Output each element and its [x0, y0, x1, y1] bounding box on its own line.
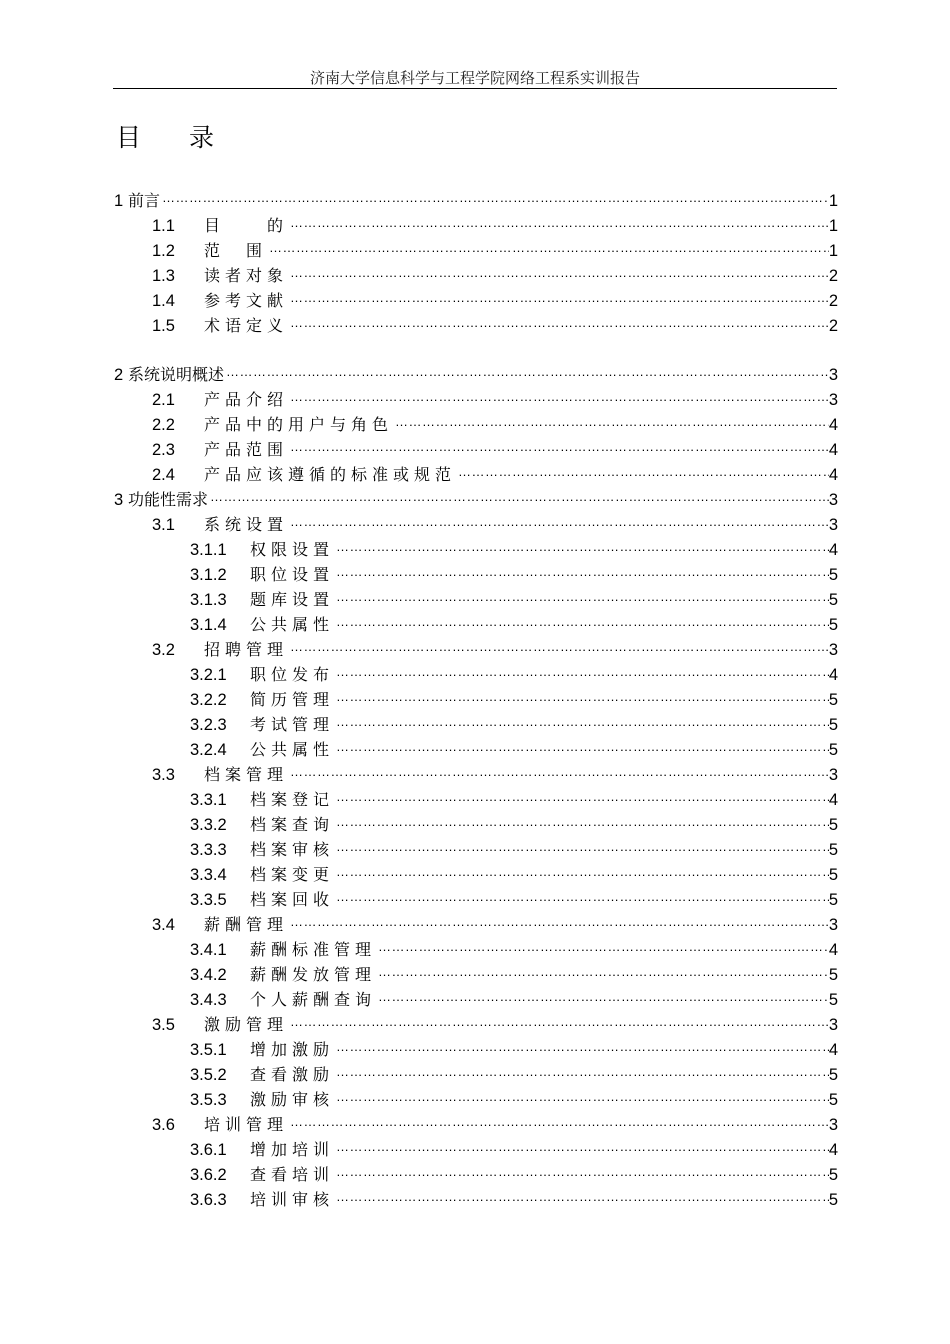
toc-entry-title: 激励审核: [250, 1090, 335, 1109]
toc-leader-dots: [160, 187, 829, 209]
toc-entry-title: 增加激励: [250, 1040, 335, 1059]
toc-leader-dots: [334, 1186, 829, 1208]
toc-entry[interactable]: [152, 462, 838, 486]
toc-entry[interactable]: [190, 1037, 838, 1061]
toc-entry-title: 档案管理: [204, 765, 289, 784]
toc-entry-number: 2.1: [152, 391, 175, 409]
toc-leader-dots: [376, 986, 829, 1008]
toc-entry[interactable]: [190, 687, 838, 711]
toc-entry[interactable]: [152, 412, 838, 436]
toc-entry-title: 薪酬标准管理: [250, 940, 377, 959]
toc-entry-title: 薪酬发放管理: [250, 965, 377, 984]
toc-entry-title: 培训管理: [204, 1115, 289, 1134]
toc-entry[interactable]: [114, 362, 838, 386]
toc-leader-dots: [208, 486, 829, 508]
toc-entry-number: 3.5.2: [190, 1066, 227, 1084]
toc-page-number: 5: [828, 741, 838, 759]
toc-page-number: 5: [828, 841, 838, 859]
toc-entry[interactable]: [190, 662, 838, 686]
toc-leader-dots: [334, 861, 829, 883]
toc-entry-title: 读者对象: [204, 266, 289, 285]
toc-leader-dots: [288, 386, 829, 408]
toc-entry-number: 3.2.2: [190, 691, 227, 709]
toc-page-number: 5: [828, 816, 838, 834]
toc-entry-number: 2: [114, 366, 124, 384]
toc-entry[interactable]: [190, 837, 838, 861]
toc-entry-title: 功能性需求: [128, 490, 209, 509]
toc-entry-title: 职位设置: [250, 565, 335, 584]
toc-entry-number: 3: [114, 491, 124, 509]
toc-page-number: 3: [828, 366, 838, 384]
toc-leader-dots: [288, 636, 829, 658]
toc-entry[interactable]: [152, 512, 838, 536]
toc-entry-number: 3.6.2: [190, 1166, 227, 1184]
toc-entry-title: 系统设置: [204, 515, 289, 534]
toc-entry[interactable]: [152, 263, 838, 287]
toc-leader-dots: [288, 911, 829, 933]
toc-entry-number: 3.3.1: [190, 791, 227, 809]
toc-page-number: 5: [828, 891, 838, 909]
toc-leader-dots: [393, 411, 829, 433]
page-title: 目 录: [116, 123, 234, 152]
toc-leader-dots: [288, 287, 829, 309]
toc-entry[interactable]: [190, 962, 838, 986]
toc-entry-title: 产品范围: [204, 440, 289, 459]
toc-entry[interactable]: [190, 1137, 838, 1161]
toc-entry-title: 招聘管理: [204, 640, 289, 659]
toc-entry-number: 3.4.1: [190, 941, 227, 959]
toc-entry-title: 前言: [128, 191, 161, 210]
toc-entry[interactable]: [152, 637, 838, 661]
toc-entry[interactable]: [190, 712, 838, 736]
toc-entry-title: 权限设置: [250, 540, 335, 559]
toc-entry-number: 3.6.1: [190, 1141, 227, 1159]
toc-entry-number: 2.2: [152, 416, 175, 434]
toc-entry[interactable]: [152, 1012, 838, 1036]
toc-leader-dots: [334, 711, 829, 733]
toc-entry-title: 公共属性: [250, 740, 335, 759]
toc-leader-dots: [288, 312, 829, 334]
toc-page-number: 3: [828, 516, 838, 534]
toc-entry[interactable]: [190, 1087, 838, 1111]
toc-entry[interactable]: [114, 487, 838, 511]
toc-entry-number: 1.3: [152, 267, 175, 285]
toc-entry-title: 档案登记: [250, 790, 335, 809]
toc-entry-title: 考试管理: [250, 715, 335, 734]
toc-entry-title: 产品介绍: [204, 390, 289, 409]
toc-entry-number: 3.3.2: [190, 816, 227, 834]
toc-entry-number: 1.5: [152, 317, 175, 335]
toc-entry[interactable]: [190, 812, 838, 836]
toc-page-number: 4: [828, 441, 838, 459]
toc-page-number: 5: [828, 991, 838, 1009]
toc-entry-number: 3.6.3: [190, 1191, 227, 1209]
toc-leader-dots: [334, 811, 829, 833]
toc-page-number: 5: [828, 1066, 838, 1084]
toc-page-number: 5: [828, 566, 838, 584]
toc-entry-number: 2.4: [152, 466, 175, 484]
toc-entry-title: 个人薪酬查询: [250, 990, 377, 1009]
toc-entry-title: 产品应该遵循的标准或规范: [204, 465, 457, 484]
toc-leader-dots: [267, 237, 829, 259]
toc-page-number: 4: [828, 466, 838, 484]
toc-page-number: 4: [828, 666, 838, 684]
toc-page-number: 4: [828, 791, 838, 809]
toc-entry[interactable]: [190, 1062, 838, 1086]
toc-entry-number: 3.2.3: [190, 716, 227, 734]
toc-leader-dots: [334, 586, 829, 608]
toc-entry-number: 1: [114, 192, 124, 210]
toc-leader-dots: [224, 361, 829, 383]
toc-leader-dots: [334, 1061, 829, 1083]
toc-entry[interactable]: [152, 912, 838, 936]
toc-leader-dots: [334, 661, 829, 683]
toc-leader-dots: [334, 536, 829, 558]
toc-entry[interactable]: [190, 937, 838, 961]
toc-page-number: 3: [828, 766, 838, 784]
toc-entry[interactable]: [190, 737, 838, 761]
toc-leader-dots: [376, 961, 829, 983]
toc-page-number: 2: [828, 267, 838, 285]
toc-entry-title: 查看激励: [250, 1065, 335, 1084]
toc-entry-title: 公共属性: [250, 615, 335, 634]
toc-leader-dots: [334, 686, 829, 708]
toc-entry-number: 1.4: [152, 292, 175, 310]
toc-entry-title: 术语定义: [204, 316, 289, 335]
toc-entry[interactable]: [152, 437, 838, 461]
toc-page-number: 5: [828, 716, 838, 734]
toc-leader-dots: [456, 461, 829, 483]
toc-entry-number: 3.6: [152, 1116, 175, 1134]
toc-page-number: 5: [828, 616, 838, 634]
toc-leader-dots: [288, 761, 829, 783]
toc-entry-number: 3.1.4: [190, 616, 227, 634]
toc-leader-dots: [288, 1111, 829, 1133]
toc-leader-dots: [288, 436, 829, 458]
toc-page-number: 3: [828, 491, 838, 509]
toc-entry-title: 产品中的用户与角色: [204, 415, 394, 434]
toc-entry[interactable]: [190, 537, 838, 561]
toc-entry-number: 3.5: [152, 1016, 175, 1034]
toc-entry-title: 激励管理: [204, 1015, 289, 1034]
toc-page-number: 5: [828, 966, 838, 984]
toc-entry-number: 3.2: [152, 641, 175, 659]
toc-entry-number: 3.3.5: [190, 891, 227, 909]
toc-page-number: 5: [828, 1091, 838, 1109]
toc-entry-number: 3.2.1: [190, 666, 227, 684]
toc-leader-dots: [334, 886, 829, 908]
toc-entry-title: 档案回收: [250, 890, 335, 909]
toc-entry-title: 培训审核: [250, 1190, 335, 1209]
toc-entry-number: 3.3.3: [190, 841, 227, 859]
toc-leader-dots: [334, 736, 829, 758]
toc-page-number: 4: [828, 1141, 838, 1159]
toc-page-number: 5: [828, 1191, 838, 1209]
toc-entry-title: 档案查询: [250, 815, 335, 834]
toc-entry[interactable]: [190, 887, 838, 911]
toc-entry[interactable]: [190, 1187, 838, 1211]
toc-entry-number: 3.4.2: [190, 966, 227, 984]
toc-entry[interactable]: [152, 288, 838, 312]
toc-entry-title: 目 的: [204, 216, 289, 235]
toc-entry-number: 1.1: [152, 217, 175, 235]
toc-leader-dots: [288, 262, 829, 284]
toc-entry-number: 3.4.3: [190, 991, 227, 1009]
toc-page-number: 5: [828, 1166, 838, 1184]
toc-page-number: 2: [828, 317, 838, 335]
toc-page-number: 5: [828, 691, 838, 709]
toc-entry-number: 3.5.3: [190, 1091, 227, 1109]
toc-leader-dots: [334, 1136, 829, 1158]
toc-entry-number: 1.2: [152, 242, 175, 260]
toc-leader-dots: [376, 936, 829, 958]
toc-page-number: 1: [828, 192, 838, 210]
toc-page-number: 3: [828, 641, 838, 659]
toc-entry[interactable]: [152, 238, 838, 262]
toc-leader-dots: [334, 836, 829, 858]
toc-entry[interactable]: [152, 313, 838, 337]
toc-leader-dots: [334, 1086, 829, 1108]
toc-leader-dots: [334, 561, 829, 583]
toc-entry[interactable]: [152, 213, 838, 237]
toc-entry-number: 3.3: [152, 766, 175, 784]
toc-entry-number: 3.3.4: [190, 866, 227, 884]
toc-leader-dots: [288, 1011, 829, 1033]
toc-entry-title: 范 围: [204, 241, 268, 260]
toc-entry-title: 简历管理: [250, 690, 335, 709]
toc-entry[interactable]: [190, 587, 838, 611]
toc-leader-dots: [288, 511, 829, 533]
toc-entry-number: 3.2.4: [190, 741, 227, 759]
toc-entry-title: 薪酬管理: [204, 915, 289, 934]
toc-entry-title: 参考文献: [204, 291, 289, 310]
toc-page-number: 4: [828, 541, 838, 559]
toc-entry[interactable]: [190, 862, 838, 886]
toc-page-number: 4: [828, 416, 838, 434]
toc-entry[interactable]: [114, 188, 838, 212]
toc-page-number: 3: [828, 916, 838, 934]
toc-entry[interactable]: [152, 387, 838, 411]
toc-entry-number: 2.3: [152, 441, 175, 459]
toc-page-number: 4: [828, 941, 838, 959]
toc-entry-title: 职位发布: [250, 665, 335, 684]
toc-leader-dots: [334, 1036, 829, 1058]
page-header: [113, 64, 837, 89]
toc-leader-dots: [334, 1161, 829, 1183]
toc-entry[interactable]: [152, 762, 838, 786]
toc-entry[interactable]: [190, 612, 838, 636]
toc-entry[interactable]: [152, 1112, 838, 1136]
toc-entry-title: 增加培训: [250, 1140, 335, 1159]
toc-page-number: 3: [828, 1116, 838, 1134]
toc-page-number: 5: [828, 866, 838, 884]
toc-entry-title: 查看培训: [250, 1165, 335, 1184]
toc-entry-number: 3.1.1: [190, 541, 227, 559]
toc-leader-dots: [288, 212, 829, 234]
toc-entry[interactable]: [190, 1162, 838, 1186]
toc-entry[interactable]: [190, 562, 838, 586]
toc-entry-number: 3.1.2: [190, 566, 227, 584]
toc-leader-dots: [334, 786, 829, 808]
toc-entry-number: 3.4: [152, 916, 175, 934]
toc-page-number: 3: [828, 1016, 838, 1034]
toc-page-number: 1: [828, 242, 838, 260]
toc-entry-title: 档案审核: [250, 840, 335, 859]
toc-page-number: 3: [828, 391, 838, 409]
toc-entry-title: 题库设置: [250, 590, 335, 609]
toc-leader-dots: [334, 611, 829, 633]
toc-page-number: 5: [828, 591, 838, 609]
toc-page-number: 1: [828, 217, 838, 235]
toc-entry-number: 3.1.3: [190, 591, 227, 609]
toc-page-number: 4: [828, 1041, 838, 1059]
toc-entry-number: 3.1: [152, 516, 175, 534]
header-text: 济南大学信息科学与工程学院网络工程系实训报告: [309, 69, 640, 87]
toc-entry-title: 档案变更: [250, 865, 335, 884]
toc-entry-title: 系统说明概述: [128, 365, 225, 384]
toc-page-number: 2: [828, 292, 838, 310]
toc-entry[interactable]: [190, 987, 838, 1011]
toc-entry-number: 3.5.1: [190, 1041, 227, 1059]
toc-entry[interactable]: [190, 787, 838, 811]
